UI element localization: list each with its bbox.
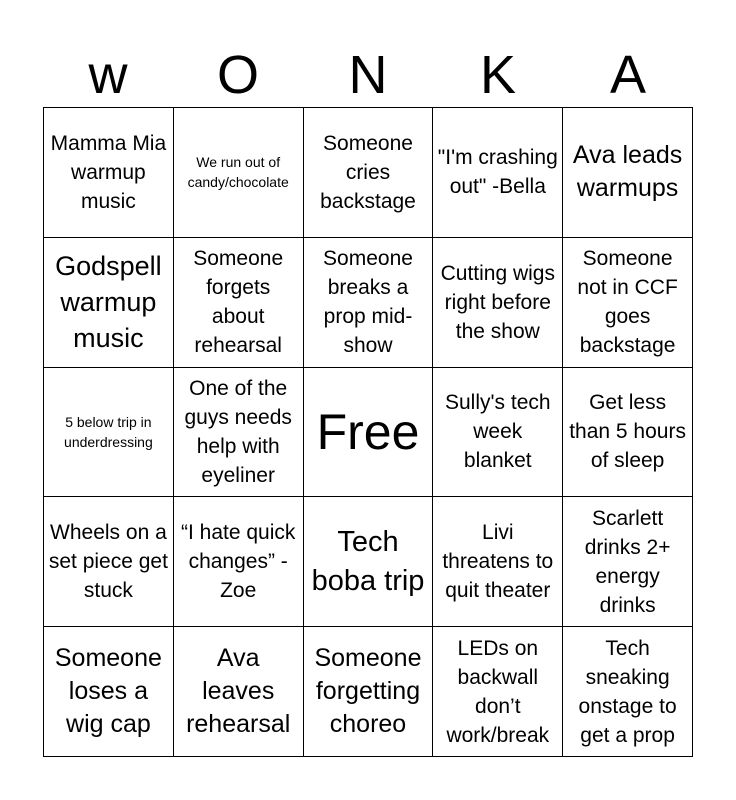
cell-text: Ava leaves rehearsal: [186, 644, 291, 739]
cell-text: Tech sneaking onstage to get a prop: [578, 636, 677, 747]
bingo-cell[interactable]: [304, 497, 434, 627]
bingo-cell[interactable]: [563, 497, 693, 627]
bingo-cell[interactable]: [433, 627, 563, 757]
bingo-cell[interactable]: [174, 108, 304, 238]
cell-text: Scarlett drinks 2+ energy drinks: [584, 506, 671, 617]
header-letter-w: w: [88, 45, 128, 105]
header-letter-k: K: [479, 45, 517, 105]
cell-text: Livi threatens to quit theater: [442, 521, 554, 603]
cell-text: Wheels on a set piece get stuck: [48, 521, 168, 603]
cell-text: Someone forgets about rehearsal: [193, 247, 284, 358]
bingo-cell[interactable]: [44, 627, 174, 757]
cell-text: Sully's tech week blanket: [445, 391, 551, 473]
bingo-grid: [43, 107, 693, 757]
bingo-cell[interactable]: [44, 108, 174, 238]
bingo-cell[interactable]: [174, 238, 304, 368]
cell-text: “I hate quick changes” - Zoe: [180, 521, 296, 603]
bingo-cell[interactable]: [174, 497, 304, 627]
cell-text: Mamma Mia warmup music: [50, 131, 167, 213]
cell-text: Ava leads warmups: [572, 141, 683, 203]
cell-text: Someone loses a wig cap: [54, 644, 162, 739]
bingo-cell[interactable]: [433, 108, 563, 238]
bingo-cell[interactable]: [433, 368, 563, 498]
cell-text: Cutting wigs right before the show: [440, 261, 555, 343]
cell-text: Someone not in CCF goes backstage: [577, 247, 678, 358]
bingo-cell[interactable]: [563, 108, 693, 238]
cell-text: Someone breaks a prop mid-show: [323, 247, 413, 358]
header-letter-a: A: [609, 45, 647, 105]
header-letter-n: N: [348, 45, 388, 105]
bingo-cell[interactable]: [563, 368, 693, 498]
free-space-label: Free: [316, 403, 420, 460]
free-space[interactable]: [304, 368, 434, 498]
cell-text: We run out of candy/chocolate: [187, 154, 289, 191]
bingo-cell[interactable]: [304, 108, 434, 238]
bingo-cell[interactable]: [304, 627, 434, 757]
bingo-cell[interactable]: [44, 368, 174, 498]
header-letter-o: O: [216, 45, 259, 105]
cell-text: Godspell warmup music: [55, 251, 162, 354]
header-row: [43, 44, 693, 106]
bingo-cell[interactable]: [44, 238, 174, 368]
bingo-cell[interactable]: [563, 627, 693, 757]
cell-text: 5 below trip in underdressing: [64, 413, 153, 450]
cell-text: Get less than 5 hours of sleep: [569, 391, 686, 473]
bingo-cell[interactable]: [563, 238, 693, 368]
bingo-cell[interactable]: [433, 238, 563, 368]
bingo-cell[interactable]: [174, 368, 304, 498]
cell-text: Someone cries backstage: [320, 131, 416, 213]
cell-text: Someone forgetting choreo: [314, 644, 422, 739]
bingo-cell[interactable]: [174, 627, 304, 757]
cell-text: "I'm crashing out" -Bella: [437, 146, 558, 199]
bingo-cell[interactable]: [433, 497, 563, 627]
cell-text: One of the guys needs help with eyeliner: [184, 376, 292, 487]
bingo-cell[interactable]: [304, 238, 434, 368]
cell-text: LEDs on backwall don’t work/break: [446, 636, 550, 747]
bingo-cell[interactable]: [44, 497, 174, 627]
cell-text: Tech boba trip: [311, 525, 425, 597]
